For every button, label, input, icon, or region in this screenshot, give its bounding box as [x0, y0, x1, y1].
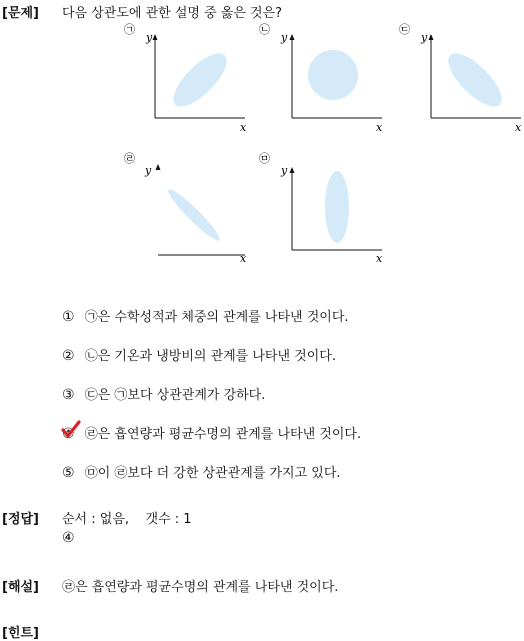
plot-2-scatter-region	[308, 50, 358, 100]
choice-5-number: ⑤	[62, 465, 75, 481]
plot-1-scatter-region	[165, 45, 234, 114]
choice-2[interactable]	[62, 345, 336, 364]
plot-3-y-axis-label: y	[421, 31, 428, 44]
hint-tag: [힌트]	[2, 626, 39, 641]
choice-4-text: ㉣은 흡연량과 평균수명의 관계를 나타낸 것이다.	[84, 427, 362, 442]
problem-tag: [문제]	[2, 6, 39, 21]
plot-3	[399, 23, 522, 134]
plot-4-x-axis-label: x	[240, 252, 247, 265]
plot-1	[124, 23, 247, 134]
choice-5-text: ㉤이 ㉣보다 더 강한 상관관계를 가지고 있다.	[84, 466, 341, 481]
choice-5[interactable]	[62, 462, 341, 481]
answer-tag: [정답]	[2, 512, 39, 527]
correct-check-icon	[60, 419, 82, 441]
plot-3-scatter-region	[440, 45, 509, 114]
plot-1-y-axis-label: y	[146, 31, 153, 44]
choice-1-text: ㉠은 수학성적과 체중의 관계를 나타낸 것이다.	[84, 310, 349, 325]
plot-5-y-axis-label: y	[281, 164, 288, 177]
plot-4-scatter-region	[164, 185, 223, 244]
plot-4	[124, 152, 247, 265]
choice-2-number: ②	[62, 348, 75, 364]
choice-4[interactable]	[62, 423, 361, 442]
plot-2-x-axis-label: x	[376, 121, 383, 134]
correlation-plots	[0, 0, 524, 290]
plot-2-y-axis-label: y	[281, 31, 288, 44]
plot-5	[259, 152, 383, 265]
plot-2-label: ㉡	[259, 23, 270, 36]
plot-1-x-axis-label: x	[240, 121, 247, 134]
plot-4-y-axis-label: y	[145, 164, 152, 177]
plot-5-label: ㉤	[259, 152, 270, 165]
answer-line-1: 순서 : 없음, 갯수 : 1	[62, 512, 192, 527]
choice-2-text: ㉡은 기온과 냉방비의 관계를 나타낸 것이다.	[84, 349, 336, 364]
plot-3-x-axis-label: x	[515, 121, 522, 134]
plot-2	[259, 23, 383, 134]
choice-3-number: ③	[62, 387, 75, 403]
plot-5-x-axis-label: x	[376, 252, 383, 265]
choice-1[interactable]	[62, 306, 349, 325]
plot-1-label: ㉠	[124, 23, 135, 36]
plot-3-label: ㉢	[399, 23, 410, 36]
choice-3[interactable]	[62, 384, 265, 403]
plot-5-scatter-region	[325, 171, 349, 243]
choice-4-number: ④	[62, 426, 75, 442]
explanation-text: ㉣은 흡연량과 평균수명의 관계를 나타낸 것이다.	[62, 580, 339, 595]
answer-line-2: ④	[62, 530, 75, 546]
explanation-tag: [해설]	[2, 580, 39, 595]
plot-4-label: ㉣	[124, 152, 135, 165]
choice-3-text: ㉢은 ㉠보다 상관관계가 강하다.	[84, 388, 266, 403]
choice-1-number: ①	[62, 309, 75, 325]
question-text: 다음 상관도에 관한 설명 중 옳은 것은?	[62, 6, 283, 21]
